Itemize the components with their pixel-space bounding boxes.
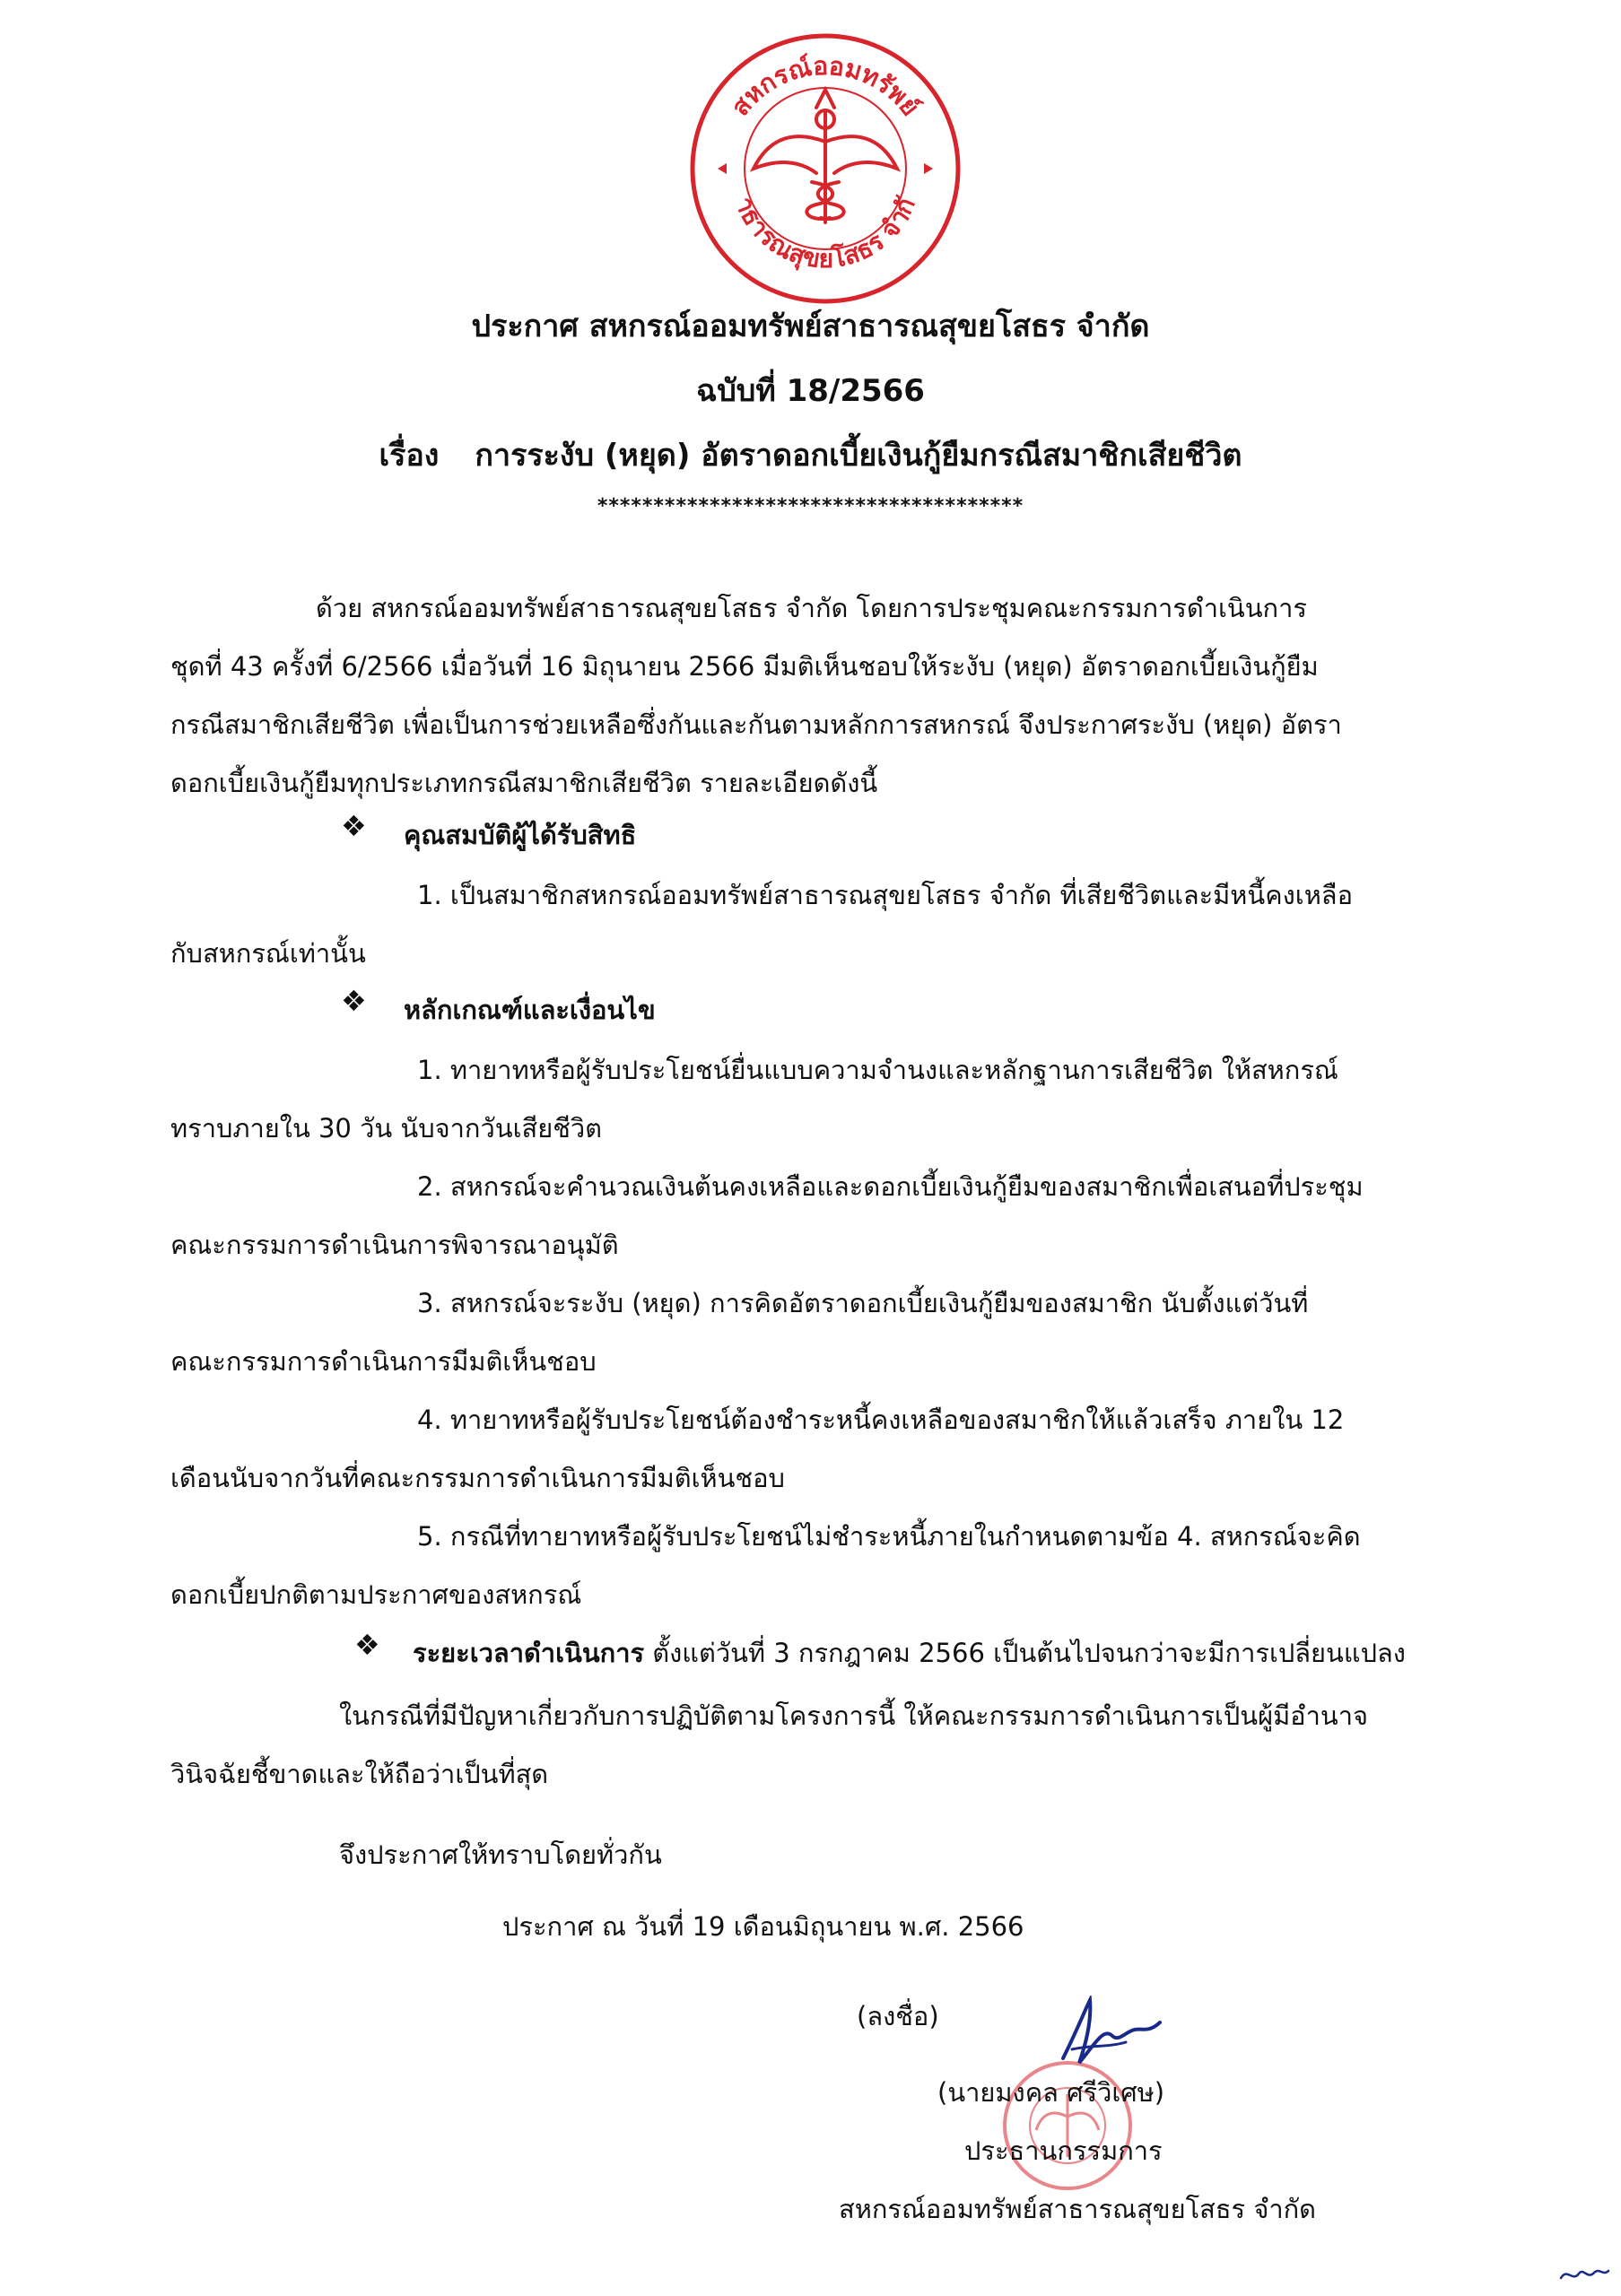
intro-line-3: กรณีสมาชิกเสียชีวิต เพื่อเป็นการช่วยเหลือซึ่งกันและกันตามหลักการสหกรณ์ จึงประกาศระงับ (หยุด) อัตรา xyxy=(170,709,1342,740)
intro-line-1: ด้วย สหกรณ์ออมทรัพย์สาธารณสุขยโสธร จำกัด โดยการประชุมคณะกรรมการดำเนินการ xyxy=(316,593,1307,623)
period-text: ตั้งแต่วันที่ 3 กรกฎาคม 2566 เป็นต้นไปจนกว่าจะมีการเปลี่ยนแปลง xyxy=(644,1638,1406,1668)
subject-text: การระงับ (หยุด) อัตราดอกเบี้ยเงินกู้ยืมกรณีสมาชิกเสียชีวิต xyxy=(475,438,1242,474)
signature-icon xyxy=(1045,1996,1171,2076)
diamond-bullet-icon: ❖ xyxy=(354,1628,380,1662)
period-heading: ระยะเวลาดำเนินการ xyxy=(413,1638,645,1668)
signer-organization: สหกรณ์ออมทรัพย์สาธารณสุขยโสธร จำกัด xyxy=(839,2194,1317,2224)
qualification-item-1-line-2: กับสหกรณ์เท่านั้น xyxy=(170,938,366,969)
announcement-date: ประกาศ ณ วันที่ 19 เดือนมิถุนายน พ.ศ. 2566 xyxy=(502,1911,1024,1942)
announcement-subject xyxy=(0,430,1621,479)
subject-label: เรื่อง xyxy=(379,438,440,474)
criteria-item-5-line-1: 5. กรณีที่ทายาทหรือผู้รับประโยชน์ไม่ชำระหนี้ภายในกำหนดตามข้อ 4. สหกรณ์จะคิด xyxy=(417,1521,1361,1552)
signed-label: (ลงชื่อ) xyxy=(857,2001,939,2031)
criteria-item-2-line-1: 2. สหกรณ์จะคำนวณเงินต้นคงเหลือและดอกเบี้ยเงินกู้ยืมของสมาชิกเพื่อเสนอที่ประชุม xyxy=(417,1171,1364,1202)
signer-position: ประธานกรรมการ xyxy=(964,2135,1163,2166)
criteria-item-1-line-2: ทราบภายใน 30 วัน นับจากวันเสียชีวิต xyxy=(170,1113,603,1144)
closing-line-2: วินิจฉัยชี้ขาดและให้ถือว่าเป็นที่สุด xyxy=(170,1759,549,1789)
criteria-heading: หลักเกณฑ์และเงื่อนไข xyxy=(404,995,656,1025)
intro-line-4: ดอกเบี้ยเงินกู้ยืมทุกประเภทกรณีสมาชิกเสียชีวิต รายละเอียดดังนี้ xyxy=(170,768,878,798)
seal-bottom-text: าธารณสุขยโสธร จำกั xyxy=(728,192,921,274)
qualification-item-1-line-1: 1. เป็นสมาชิกสหกรณ์ออมทรัพย์สาธารณสุขยโสธร จำกัด ที่เสียชีวิตและมีหนี้คงเหลือ xyxy=(417,880,1353,910)
intro-line-2: ชุดที่ 43 ครั้งที่ 6/2566 เมื่อวันที่ 16 มิถุนายน 2566 มีมติเห็นชอบให้ระงับ (หยุด) อัตราดอกเบี้ยเงินกู้ยืม xyxy=(170,651,1319,682)
announce-line: จึงประกาศให้ทราบโดยทั่วกัน xyxy=(339,1839,662,1870)
closing-line-1: ในกรณีที่มีปัญหาเกี่ยวกับการปฏิบัติตามโครงการนี้ ให้คณะกรรมการดำเนินการเป็นผู้มีอำนาจ xyxy=(339,1700,1368,1731)
announcement-title: ประกาศ สหกรณ์ออมทรัพย์สาธารณสุขยโสธร จำกัด xyxy=(471,309,1150,344)
diamond-bullet-icon: ❖ xyxy=(341,809,367,843)
criteria-item-4-line-2: เดือนนับจากวันที่คณะกรรมการดำเนินการมีมติเห็นชอบ xyxy=(170,1463,785,1493)
qualification-heading: คุณสมบัติผู้ได้รับสิทธิ xyxy=(404,820,637,850)
criteria-item-3-line-1: 3. สหกรณ์จะระงับ (หยุด) การคิดอัตราดอกเบี้ยเงินกู้ยืมของสมาชิก นับตั้งแต่วันที่ xyxy=(417,1288,1309,1318)
criteria-item-3-line-2: คณะกรรมการดำเนินการมีมติเห็นชอบ xyxy=(170,1346,597,1377)
diamond-bullet-icon: ❖ xyxy=(341,984,367,1018)
seal-top-text: สหกรณ์ออมทรัพย์ xyxy=(725,50,926,122)
announcement-number: ฉบับที่ 18/2566 xyxy=(696,373,925,409)
separator-line: ************************************** xyxy=(597,495,1024,517)
criteria-item-1-line-1: 1. ทายาทหรือผู้รับประโยชน์ยื่นแบบความจำนงและหลักฐานการเสียชีวิต ให้สหกรณ์ xyxy=(417,1055,1338,1085)
signer-name: (นายมงคล ศรีวิเศษ) xyxy=(937,2077,1165,2108)
seal-icon xyxy=(682,25,969,312)
initials-icon xyxy=(1556,2260,1610,2287)
criteria-item-5-line-2: ดอกเบี้ยปกติตามประกาศของสหกรณ์ xyxy=(170,1579,582,1610)
period-line xyxy=(413,1632,1406,1674)
initials-mark xyxy=(1556,2260,1610,2287)
cooperative-seal xyxy=(682,25,969,312)
criteria-item-2-line-2: คณะกรรมการดำเนินการพิจารณาอนุมัติ xyxy=(170,1230,619,1260)
criteria-item-4-line-1: 4. ทายาทหรือผู้รับประโยชน์ต้องชำระหนี้คงเหลือของสมาชิกให้แล้วเสร็จ ภายใน 12 xyxy=(417,1405,1345,1435)
handwritten-signature xyxy=(1045,1996,1171,2076)
